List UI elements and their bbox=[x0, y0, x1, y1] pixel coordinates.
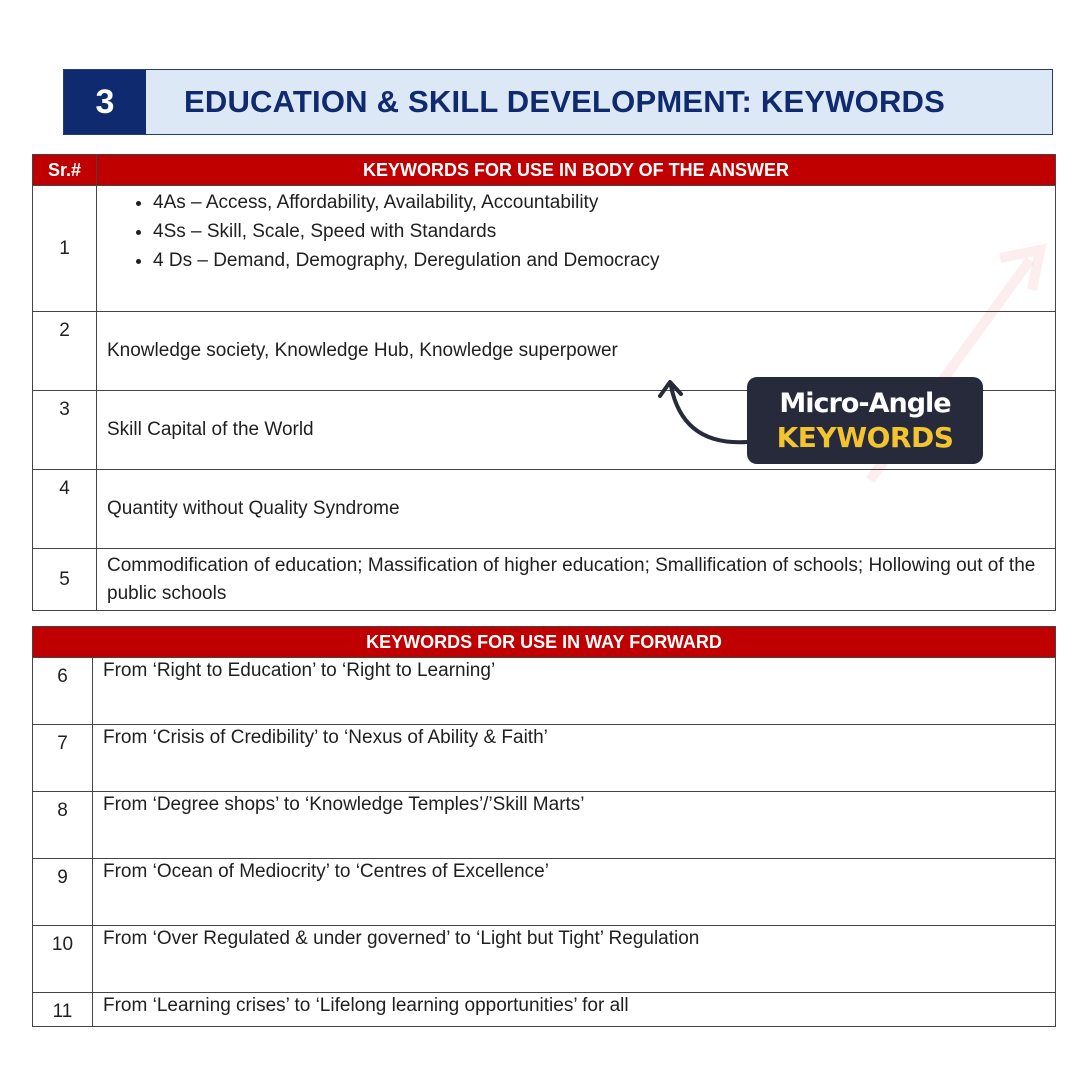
table-row bbox=[33, 186, 1056, 312]
way-forward-table bbox=[32, 626, 1056, 1027]
row-text: From ‘Right to Education’ to ‘Right to Learning’ bbox=[93, 658, 1056, 725]
row-number: 1 bbox=[33, 186, 97, 312]
row-text: Commodification of education; Massification of higher education; Smallification of schools; Hollowing out of the public schools bbox=[97, 549, 1056, 611]
badge-title: Micro-Angle bbox=[779, 387, 951, 419]
badge-subtitle: KEYWORDS bbox=[776, 420, 954, 454]
row-text: From ‘Over Regulated & under governed’ to ‘Light but Tight’ Regulation bbox=[93, 926, 1056, 993]
row-number: 5 bbox=[33, 549, 97, 611]
list-item: • 4Ss – Skill, Scale, Speed with Standards bbox=[153, 217, 1045, 246]
row-number: 11 bbox=[33, 993, 93, 1027]
row-number: 7 bbox=[33, 725, 93, 792]
table-row bbox=[33, 792, 1056, 859]
row-number: 4 bbox=[33, 470, 97, 549]
row-text: From ‘Degree shops’ to ‘Knowledge Temples’/’Skill Marts’ bbox=[93, 792, 1056, 859]
row-number: 9 bbox=[33, 859, 93, 926]
table-row bbox=[33, 926, 1056, 993]
section-number: 3 bbox=[64, 70, 146, 134]
table-row bbox=[33, 470, 1056, 549]
micro-angle-badge bbox=[747, 377, 983, 464]
list-item: • 4 Ds – Demand, Demography, Deregulation and Democracy bbox=[153, 246, 1045, 275]
row-number: 8 bbox=[33, 792, 93, 859]
curved-arrow-icon bbox=[655, 376, 755, 456]
section-header bbox=[63, 69, 1053, 135]
section-title: EDUCATION & SKILL DEVELOPMENT: KEYWORDS bbox=[184, 84, 946, 119]
row-number: 2 bbox=[33, 312, 97, 391]
way-forward-heading: KEYWORDS FOR USE IN WAY FORWARD bbox=[33, 627, 1056, 658]
row-number: 3 bbox=[33, 391, 97, 470]
row-text: Skill Capital of the World bbox=[97, 391, 1056, 470]
row-number: 6 bbox=[33, 658, 93, 725]
table-row bbox=[33, 725, 1056, 792]
row-text: Knowledge society, Knowledge Hub, Knowledge superpower bbox=[97, 312, 1056, 391]
row-number: 10 bbox=[33, 926, 93, 993]
row-text: Quantity without Quality Syndrome bbox=[97, 470, 1056, 549]
row-content bbox=[97, 186, 1056, 312]
table-row bbox=[33, 549, 1056, 611]
bullet-list bbox=[107, 188, 1045, 275]
sr-column-header: Sr.# bbox=[33, 155, 97, 186]
row-text: From ‘Crisis of Credibility’ to ‘Nexus of Ability & Faith’ bbox=[93, 725, 1056, 792]
list-item: • 4As – Access, Affordability, Availability, Accountability bbox=[153, 188, 1045, 217]
table-row bbox=[33, 859, 1056, 926]
table-row bbox=[33, 658, 1056, 725]
table-row bbox=[33, 993, 1056, 1027]
row-text: From ‘Learning crises’ to ‘Lifelong learning opportunities’ for all bbox=[93, 993, 1056, 1027]
row-text: From ‘Ocean of Mediocrity’ to ‘Centres of Excellence’ bbox=[93, 859, 1056, 926]
body-keywords-heading: KEYWORDS FOR USE IN BODY OF THE ANSWER bbox=[97, 155, 1056, 186]
